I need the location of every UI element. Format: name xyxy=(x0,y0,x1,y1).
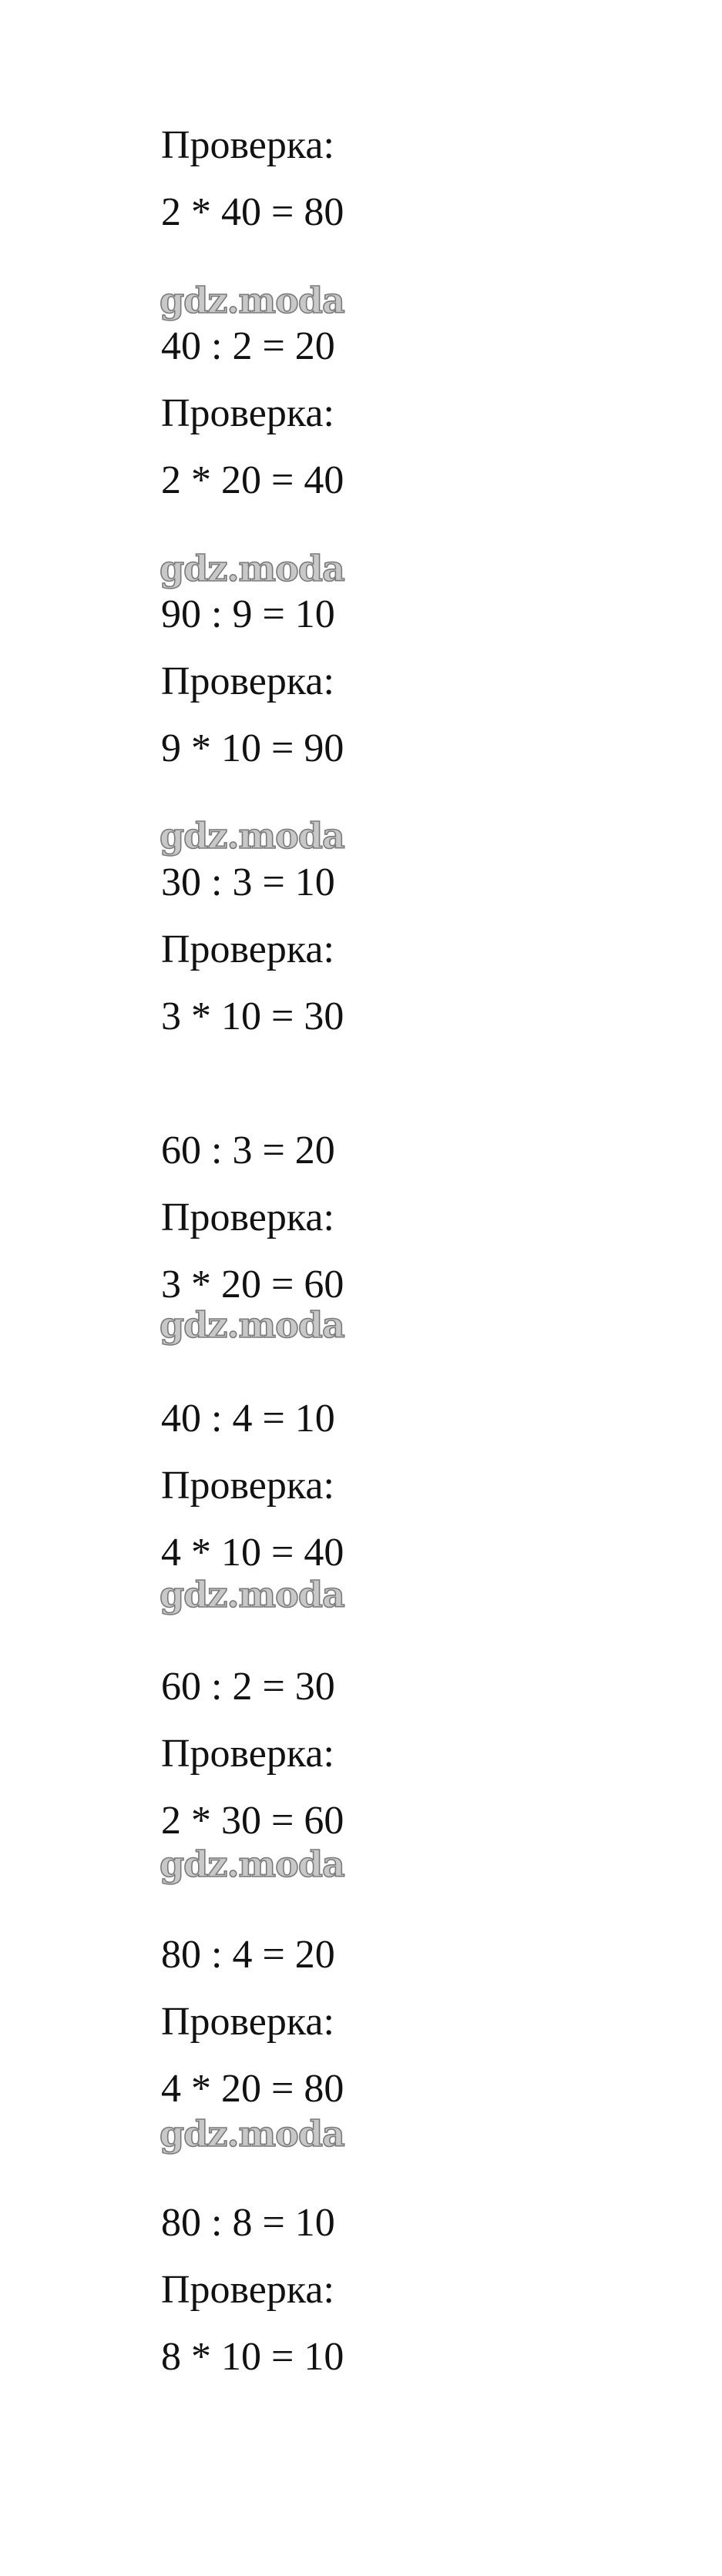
equation: 60 : 2 = 30 xyxy=(161,1665,335,1709)
watermark-logo: gdz.moda xyxy=(160,1843,344,1885)
equation: 60 : 3 = 20 xyxy=(161,1129,335,1172)
check-label: Проверка: xyxy=(161,1196,334,1239)
check-label: Проверка: xyxy=(161,391,334,435)
equation: 3 * 10 = 30 xyxy=(161,995,344,1038)
check-label: Проверка: xyxy=(161,927,334,971)
check-label: Проверка: xyxy=(161,2268,334,2312)
equation: 9 * 10 = 90 xyxy=(161,726,344,770)
equation: 4 * 10 = 40 xyxy=(161,1531,344,1575)
watermark-logo: gdz.moda xyxy=(160,815,344,857)
equation: 2 * 40 = 80 xyxy=(161,190,344,234)
watermark-logo: gdz.moda xyxy=(160,2113,344,2155)
equation: 4 * 20 = 80 xyxy=(161,2067,344,2111)
equation: 40 : 4 = 10 xyxy=(161,1397,335,1441)
watermark-logo: gdz.moda xyxy=(160,1574,344,1615)
check-label: Проверка: xyxy=(161,2000,334,2044)
check-label: Проверка: xyxy=(161,1732,334,1776)
check-label: Проверка: xyxy=(161,1464,334,1508)
equation: 3 * 20 = 60 xyxy=(161,1263,344,1306)
watermark-logo: gdz.moda xyxy=(160,280,344,321)
equation: 90 : 9 = 10 xyxy=(161,592,335,636)
equation: 40 : 2 = 20 xyxy=(161,324,335,368)
equation: 8 * 10 = 10 xyxy=(161,2335,344,2379)
watermark-logo: gdz.moda xyxy=(160,548,344,589)
watermark-logo: gdz.moda xyxy=(160,1304,344,1346)
check-label: Проверка: xyxy=(161,123,334,167)
equation: 2 * 20 = 40 xyxy=(161,458,344,502)
equation: 30 : 3 = 10 xyxy=(161,860,335,904)
equation: 80 : 8 = 10 xyxy=(161,2201,335,2245)
check-label: Проверка: xyxy=(161,659,334,703)
equation: 2 * 30 = 60 xyxy=(161,1799,344,1843)
equation: 80 : 4 = 20 xyxy=(161,1933,335,1977)
